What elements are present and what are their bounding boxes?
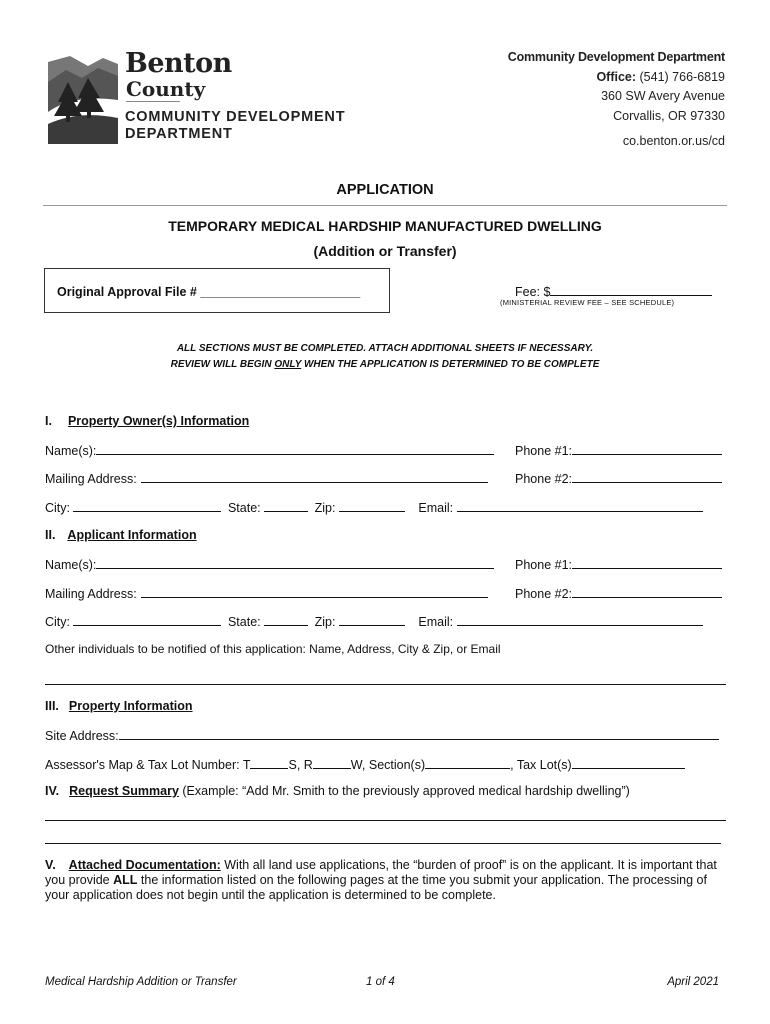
owner-state-field[interactable]: State: <box>228 501 308 515</box>
other-individuals-label: Other individuals to be notified of this application: Name, Address, City & Zip, or Email <box>45 642 501 656</box>
notice-line-1: ALL SECTIONS MUST BE COMPLETED. ATTACH ADDITIONAL SHEETS IF NECESSARY. <box>176 343 594 354</box>
brand-community-development: COMMUNITY DEVELOPMENT <box>125 109 346 125</box>
brand-benton: Benton <box>125 48 232 79</box>
form-subtitle: (Addition or Transfer) <box>313 243 457 259</box>
assessor-map-line: Assessor's Map & Tax Lot Number: T S, R W, Section(s) , Tax Lot(s) <box>45 756 685 772</box>
fee-label: Fee: $ <box>515 285 551 299</box>
address-line-2: Corvallis, OR 97330 <box>613 108 725 123</box>
section-field[interactable] <box>425 756 510 769</box>
applicant-email-field[interactable]: Email: <box>418 615 702 629</box>
section-4-heading: IV. Request Summary (Example: “Add Mr. Smith to the previously approved medical hardship dwelling”) <box>45 784 630 798</box>
owner-email-field[interactable]: Email: <box>418 501 702 515</box>
office-label: Office: <box>596 69 637 84</box>
owner-names-field[interactable]: Name(s): <box>45 442 494 458</box>
owner-city-field[interactable]: City: <box>45 501 221 515</box>
section-2-heading: II. Applicant Information <box>45 528 197 542</box>
office-phone-line <box>508 68 725 88</box>
range-field[interactable] <box>313 756 351 769</box>
application-heading: APPLICATION <box>336 182 434 198</box>
other-individuals-field[interactable] <box>45 684 726 685</box>
section-3-heading: III. Property Information <box>45 699 193 713</box>
owner-phone-2-field[interactable]: Phone #2: <box>515 470 722 486</box>
original-approval-field[interactable]: Original Approval File # _______________________ <box>57 285 361 299</box>
applicant-city-field[interactable]: City: <box>45 615 221 629</box>
address-line-1: 360 SW Avery Avenue <box>601 89 725 103</box>
notice-only-emphasis: ONLY <box>274 359 302 370</box>
section-5-paragraph: V. Attached Documentation: With all land use applications, the “burden of proof” is on the applicant. It is important that you provide ALL the information listed on the following pages at the time you submit your application. The processing of your application does not begin until the application is determined to be complete. <box>45 858 717 902</box>
township-field[interactable] <box>250 756 288 769</box>
brand-county: County <box>126 77 206 101</box>
tax-lot-field[interactable] <box>572 756 685 769</box>
footer-page-number: 1 of 4 <box>366 976 395 988</box>
notice-line-2: REVIEW WILL BEGIN ONLY WHEN THE APPLICATION IS DETERMINED TO BE COMPLETE <box>170 359 600 370</box>
footer-date: April 2021 <box>667 976 719 988</box>
website-link[interactable]: co.benton.or.us/cd <box>622 134 725 148</box>
original-approval-box <box>44 268 390 313</box>
applicant-mailing-address-field[interactable]: Mailing Address: <box>45 585 488 601</box>
applicant-city-line <box>45 613 703 629</box>
footer-doc-name: Medical Hardship Addition or Transfer <box>45 976 237 988</box>
owner-phone-1-field[interactable]: Phone #1: <box>515 442 722 458</box>
office-phone: (541) 766-6819 <box>639 69 725 84</box>
form-title: TEMPORARY MEDICAL HARDSHIP MANUFACTURED DWELLING <box>168 218 602 234</box>
request-summary-line-2[interactable] <box>45 843 721 844</box>
owner-zip-field[interactable]: Zip: <box>315 501 405 515</box>
applicant-phone-2-field[interactable]: Phone #2: <box>515 585 722 601</box>
site-address-field[interactable]: Site Address: <box>45 727 719 743</box>
dept-name: Community Development Department <box>507 50 725 64</box>
section-1-heading: I. Property Owner(s) Information <box>45 414 250 428</box>
section-5-heading: Attached Documentation: <box>68 858 221 872</box>
fee-field[interactable] <box>515 283 712 299</box>
applicant-phone-1-field[interactable]: Phone #1: <box>515 556 722 572</box>
heading-divider <box>43 205 727 206</box>
applicant-state-field[interactable]: State: <box>228 615 308 629</box>
request-summary-line-1[interactable] <box>45 820 726 821</box>
fee-note: (MINISTERIAL REVIEW FEE – SEE SCHEDULE) <box>500 298 675 307</box>
applicant-zip-field[interactable]: Zip: <box>315 615 405 629</box>
contact-block <box>508 48 725 152</box>
brand-department: DEPARTMENT <box>125 126 233 142</box>
brand-divider <box>126 101 180 102</box>
applicant-names-field[interactable]: Name(s): <box>45 556 494 572</box>
owner-city-line <box>45 499 703 515</box>
owner-mailing-address-field[interactable]: Mailing Address: <box>45 470 488 486</box>
benton-county-logo <box>48 52 118 144</box>
